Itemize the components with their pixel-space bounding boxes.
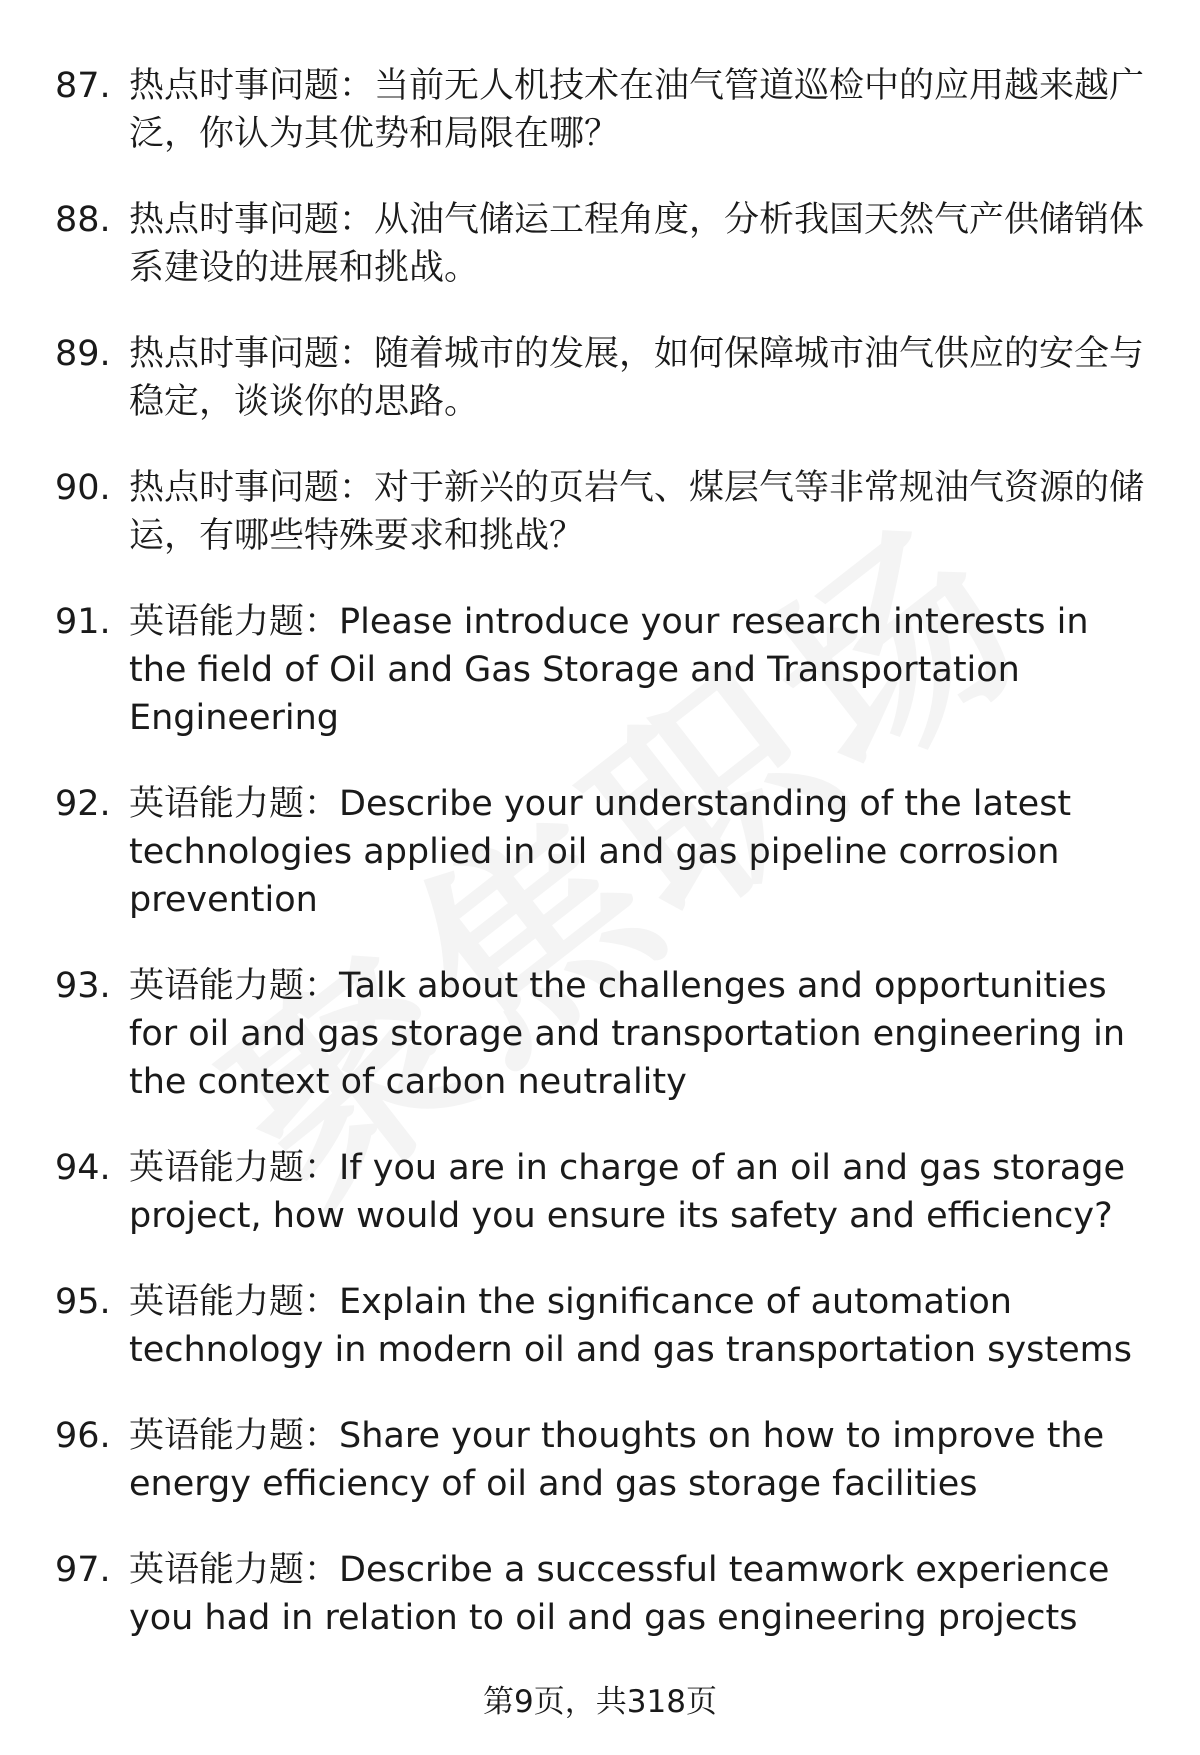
question-number: 97. [55,1550,111,1590]
question-number: 94. [55,1148,111,1188]
question-text: 热点时事问题：随着城市的发展，如何保障城市油气供应的安全与稳定，谈谈你的思路。 [129,334,1145,422]
question-number: 92. [55,784,111,824]
page-footer: 第9页，共318页 [483,1684,717,1720]
question-number: 89. [55,334,111,374]
question-text: 英语能力题：Talk about the challenges and opportunities for oil and gas storage and transportation engineering in the context of carbon neutrality [129,966,1126,1102]
question-item [0,1278,1200,1374]
question-text: 热点时事问题：当前无人机技术在油气管道巡检中的应用越来越广泛，你认为其优势和局限在哪？ [129,66,1145,154]
question-item [0,1412,1200,1508]
question-number: 96. [55,1416,111,1456]
question-text: 热点时事问题：对于新兴的页岩气、煤层气等非常规油气资源的储运，有哪些特殊要求和挑战？ [129,468,1145,556]
question-item [0,598,1200,742]
question-number: 91. [55,602,111,642]
question-list [0,62,1200,1680]
question-number: 87. [55,66,111,106]
question-text: 热点时事问题：从油气储运工程角度，分析我国天然气产供储销体系建设的进展和挑战。 [129,200,1145,288]
question-item [0,1546,1200,1642]
question-text: 英语能力题：Share your thoughts on how to improve the energy efficiency of oil and gas storage facilities [129,1416,1105,1504]
question-item [0,196,1200,292]
question-text: 英语能力题：If you are in charge of an oil and gas storage project, how would you ensure its safety and efficiency? [129,1148,1126,1236]
question-item [0,1144,1200,1240]
question-number: 93. [55,966,111,1006]
question-number: 88. [55,200,111,240]
question-item [0,62,1200,158]
question-text: 英语能力题：Describe your understanding of the latest technologies applied in oil and gas pipeline corrosion prevention [129,784,1072,920]
question-item [0,962,1200,1106]
question-number: 95. [55,1282,111,1322]
question-number: 90. [55,468,111,508]
question-text: 英语能力题：Please introduce your research interests in the field of Oil and Gas Storage and Transportation Engineering [129,602,1089,738]
question-text: 英语能力题：Describe a successful teamwork experience you had in relation to oil and gas engineering projects [129,1550,1110,1638]
question-text: 英语能力题：Explain the significance of automation technology in modern oil and gas transportation systems [129,1282,1132,1370]
question-item [0,780,1200,924]
question-item [0,330,1200,426]
question-item [0,464,1200,560]
